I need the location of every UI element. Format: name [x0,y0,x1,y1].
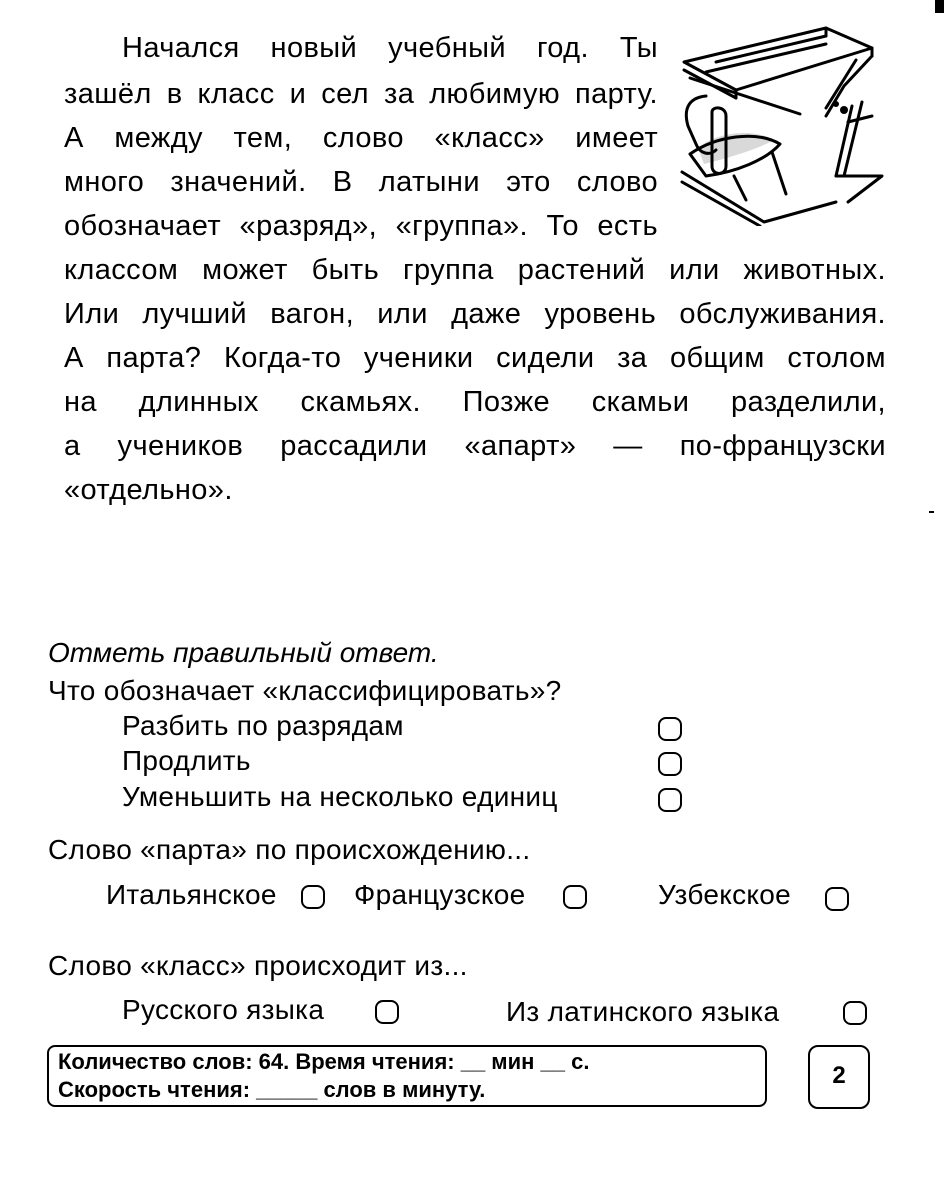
q2-option-label: Французское [354,879,526,910]
q1-option-2-checkbox[interactable] [658,752,682,776]
question-3: Слово «класс» происходит из... [48,950,468,981]
q1-option-3-checkbox[interactable] [658,788,682,812]
passage-line: Начался новый учебный год. Ты [122,32,658,64]
passage-line: обозначает «разряд», «группа». То есть [64,210,658,242]
word-count-line: Количество слов: 64. Время чтения: __ мин __ с. [58,1049,590,1074]
page-number: 2 [808,1045,870,1109]
reading-stats-box [47,1045,767,1107]
q2-option-2-checkbox[interactable] [563,885,587,909]
q2-option-3-checkbox[interactable] [825,887,849,911]
passage-line: А парта? Когда-то ученики сидели за общим столом [64,342,886,374]
passage-line: классом может быть группа растений или животных. [64,254,886,286]
margin-dot [929,511,934,513]
passage-line: а учеников рассадили «апарт» — по-французски [64,430,886,462]
passage-line: зашёл в класс и сел за любимую парту. [64,78,658,110]
q3-option-1-checkbox[interactable] [375,1000,399,1024]
q1-option-label: Уменьшить на несколько единиц [122,781,558,812]
passage-line: на длинных скамьях. Позже скамьи разделили, [64,386,886,418]
question-2: Слово «парта» по происхождению... [48,834,531,865]
q3-option-2-checkbox[interactable] [843,1001,867,1025]
passage-line: «отдельно». [64,474,233,506]
q3-option-label: Из латинского языка [506,996,780,1027]
passage-line: А между тем, слово «класс» имеет [64,122,658,154]
school-desk-icon [676,26,896,226]
q1-option-label: Продлить [122,745,251,776]
quiz-instruction: Отметь правильный ответ. [48,637,439,668]
q2-option-1-checkbox[interactable] [301,885,325,909]
corner-mark [935,0,944,13]
q1-option-label: Разбить по разрядам [122,710,404,741]
passage-line: Или лучший вагон, или даже уровень обслуживания. [64,298,886,330]
reading-speed-line: Скорость чтения: _____ слов в минуту. [58,1077,486,1102]
q2-option-label: Узбекское [658,879,792,910]
passage-line: много значений. В латыни это слово [64,166,658,198]
q2-option-label: Итальянское [106,879,277,910]
question-1: Что обозначает «классифицировать»? [48,675,562,706]
q3-option-label: Русского языка [122,994,325,1025]
q1-option-1-checkbox[interactable] [658,717,682,741]
